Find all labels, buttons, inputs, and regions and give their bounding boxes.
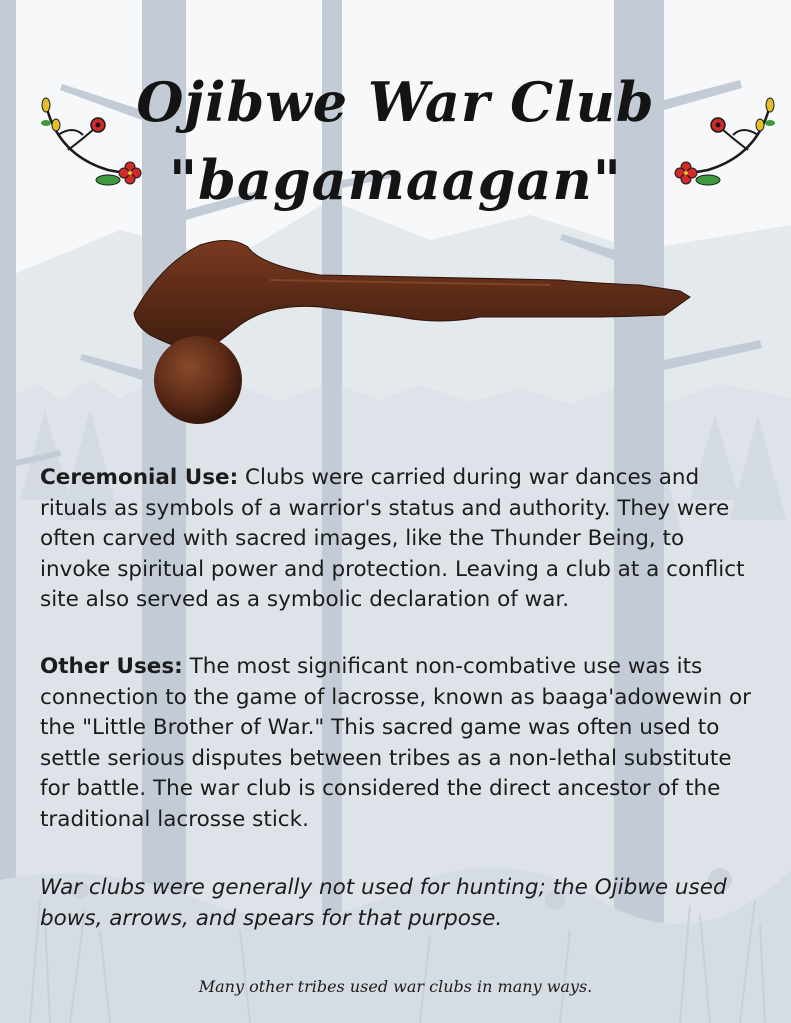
footer-note: Many other tribes used war clubs in many ways. xyxy=(198,977,593,996)
section-body: Clubs were carried during war dances and rituals as symbols of a warrior's status and authority. They were often carved with sacred images, like the Thunder Being, to invoke spiritual power and protection. Leaving a club at a conflict site also served as a symbolic declaration of war. xyxy=(40,465,745,612)
hunting-note: War clubs were generally not used for hunting; the Ojibwe used bows, arrows, and spears for that purpose. xyxy=(40,875,727,931)
page-title-line-2: "bagamaagan" xyxy=(169,148,622,212)
floral-left-icon xyxy=(38,95,148,190)
other-uses-section xyxy=(40,652,760,835)
page-title-line-1: Ojibwe War Club xyxy=(136,70,655,134)
floral-right-icon xyxy=(668,95,778,190)
ceremonial-use-section xyxy=(40,463,760,616)
section-heading: Ceremonial Use: xyxy=(40,465,239,490)
war-club-image xyxy=(120,225,700,435)
section-body: The most significant non-combative use was its connection to the game of lacrosse, known as baaga'adowewin or the "Little Brother of War." This sacred game was often used to settle serious disputes between tribes as a non-lethal substitute for battle. The war club is considered the direct ancestor of the traditional lacrosse stick. xyxy=(40,654,752,832)
section-heading: Other Uses: xyxy=(40,654,183,679)
